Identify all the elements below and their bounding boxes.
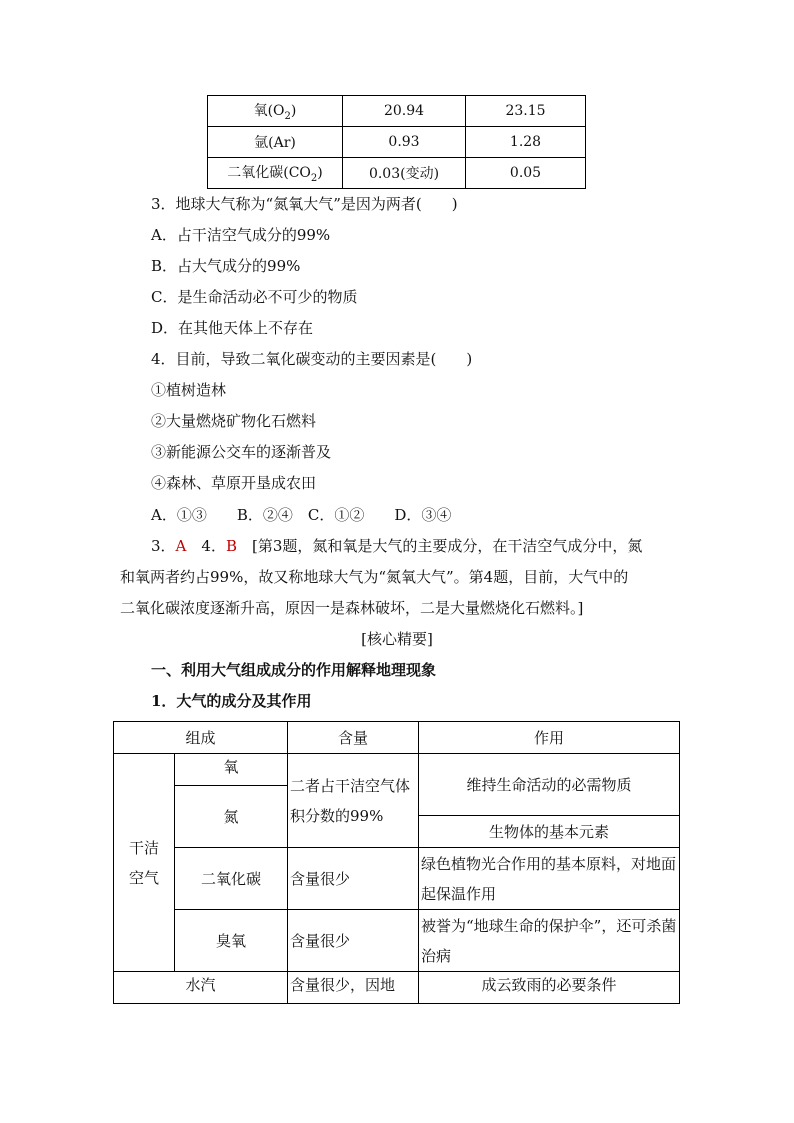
gas-name-tail: ) <box>317 165 323 182</box>
atmosphere-composition-table <box>113 721 680 1004</box>
mass-value: 0.05 <box>466 158 586 189</box>
gas-name-cell <box>208 158 343 189</box>
co2-amount: 含量很少 <box>288 848 419 910</box>
dry-air-group-cell: 干洁 空气 <box>114 754 175 972</box>
section-heading-2: 1．大气的成分及其作用 <box>151 692 312 710</box>
n2-o2-amount: 二者占干洁空气体积分数的99% <box>288 754 419 848</box>
q4-item-2: ②大量燃烧矿物化石燃料 <box>151 412 317 430</box>
oxygen-label: 氧 <box>175 754 288 786</box>
q3-option-c: C．是生命活动必不可少的物质 <box>151 288 358 306</box>
q3-option-b: B．占大气成分的99% <box>151 257 301 275</box>
gas-name: 氩(Ar) <box>254 135 296 151</box>
q4-item-3: ③新能源公交车的逐渐普及 <box>151 443 332 461</box>
gas-name-cell <box>208 96 343 127</box>
header-composition: 组成 <box>114 722 288 754</box>
question-4-stem: 4．目前，导致二氧化碳变动的主要因素是( ) <box>151 350 473 368</box>
answer-3-letter: A <box>175 537 187 555</box>
nitrogen-label: 氮 <box>175 786 288 848</box>
water-vapor-label: 水汽 <box>114 972 288 1004</box>
gas-name-tail: ) <box>290 103 297 120</box>
oxygen-role: 维持生命活动的必需物质 <box>419 754 680 816</box>
mass-value: 23.15 <box>466 96 586 127</box>
question-3-stem: 3．地球大气称为“氮氧大气”是因为两者( ) <box>151 195 458 213</box>
q4-item-4: ④森林、草原开垦成农田 <box>151 474 317 492</box>
ozone-role: 被誉为“地球生命的保护伞”，还可杀菌治病 <box>419 910 680 972</box>
header-amount: 含量 <box>288 722 419 754</box>
answer-4-letter: B <box>225 537 237 555</box>
table-row <box>114 910 680 972</box>
answer-line-3: 二氧化碳浓度逐渐升高，原因一是森林破坏，二是大量燃烧化石燃料。] <box>120 599 584 617</box>
ozone-amount: 含量很少 <box>288 910 419 972</box>
volume-value: 20.94 <box>343 96 466 127</box>
q4-options: A．①③ B．②④ C．①② D．③④ <box>151 506 452 524</box>
answer-line-2: 和氧两者约占99%，故又称地球大气为“氮氧大气”。第4题，目前，大气中的 <box>120 568 629 586</box>
explanation-text-1: [第3题，氮和氧是大气的主要成分，在干洁空气成分中，氮 <box>252 537 643 555</box>
table-header-row <box>114 722 680 754</box>
answer-line-1 <box>151 536 642 556</box>
answer-4-number: 4． <box>201 537 226 555</box>
water-vapor-amount: 含量很少，因地 <box>288 972 419 1004</box>
gas-name-cell <box>208 127 343 158</box>
ozone-label: 臭氧 <box>175 910 288 972</box>
core-essentials-title: [核心精要] <box>361 630 433 648</box>
section-heading-1: 一、利用大气组成成分的作用解释地理现象 <box>151 661 437 679</box>
co2-label: 二氧化碳 <box>175 848 288 910</box>
volume-value: 0.03(变动) <box>343 158 466 189</box>
gas-subscript: 2 <box>310 172 318 184</box>
q3-option-d: D．在其他天体上不存在 <box>151 319 314 337</box>
table-row <box>114 848 680 910</box>
mass-value: 1.28 <box>466 127 586 158</box>
gas-name: 氧(O <box>253 103 285 120</box>
gas-name: 二氧化碳(CO <box>227 165 311 182</box>
answer-3-number: 3． <box>151 537 176 555</box>
q4-item-1: ①植树造林 <box>151 381 227 399</box>
nitrogen-role: 生物体的基本元素 <box>419 816 680 848</box>
q3-option-a: A．占干洁空气成分的99% <box>151 226 331 244</box>
table-row <box>114 972 680 1004</box>
header-role: 作用 <box>419 722 680 754</box>
volume-value: 0.93 <box>343 127 466 158</box>
water-vapor-role: 成云致雨的必要条件 <box>419 972 680 1004</box>
gas-subscript: 2 <box>284 110 291 122</box>
gas-composition-table <box>207 95 586 189</box>
table-row <box>208 96 586 127</box>
table-row <box>208 158 586 189</box>
co2-role: 绿色植物光合作用的基本原料，对地面起保温作用 <box>419 848 680 910</box>
table-row <box>208 127 586 158</box>
table-row <box>114 754 680 786</box>
